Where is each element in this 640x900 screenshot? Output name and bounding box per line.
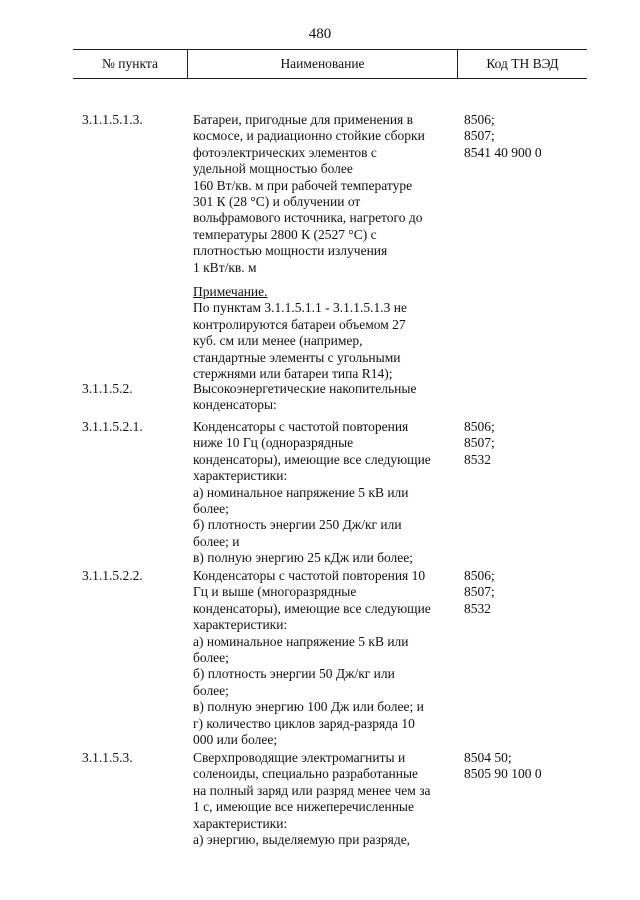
description-line: более; [193, 682, 229, 698]
item-description [193, 381, 460, 414]
description-line: стержнями или батареи типа R14); [193, 366, 393, 382]
item-number: 3.1.1.5.1.3. [82, 112, 143, 127]
table-row [73, 112, 587, 276]
description-line: характеристики: [193, 815, 288, 831]
description-line: конденсаторы: [193, 397, 277, 413]
code-line: 8532 [464, 600, 491, 616]
description-line: 000 или более; [193, 732, 278, 748]
item-number: 3.1.1.5.3. [82, 750, 133, 765]
item-description [193, 112, 460, 276]
description-line: 160 Вт/кв. м при рабочей температуре [193, 177, 413, 193]
description-line: По пунктам 3.1.1.5.1.1 - 3.1.1.5.1.3 не [193, 300, 408, 316]
description-line: б) плотность энергии 250 Дж/кг или [193, 517, 402, 533]
description-line: температуры 2800 К (2527 °С) с [193, 226, 377, 242]
code-line: 8504 50; [464, 750, 512, 765]
code-line: 8507; [464, 435, 495, 451]
code-line: 8506; [464, 419, 495, 434]
description-line: стандартные элементы с угольными [193, 349, 401, 365]
note-title: Примечание. [193, 284, 268, 299]
table-row [73, 381, 587, 414]
classification-table [73, 49, 587, 899]
description-line: в) полную энергию 100 Дж или более; и [193, 699, 424, 715]
description-line: Батареи, пригодные для применения в [193, 112, 414, 127]
description-line: более; [193, 650, 229, 666]
description-line: вольфрамового источника, нагретого до [193, 210, 423, 226]
description-line: в) полную энергию 25 кДж или более; [193, 550, 414, 566]
description-line: куб. см или менее (например, [193, 333, 363, 349]
description-line: Высокоэнергетические накопительные [193, 381, 417, 396]
description-line: а) номинальное напряжение 5 кВ или [193, 484, 409, 500]
item-number: 3.1.1.5.2.1. [82, 419, 143, 434]
tn-ved-code [460, 750, 587, 783]
tn-ved-code [460, 568, 587, 617]
code-line: 8506; [464, 568, 495, 583]
description-line: соленоиды, специально разработанные [193, 766, 419, 782]
description-line: а) энергию, выделяемую при разряде, [193, 832, 411, 848]
description-line: Сверхпроводящие электромагниты и [193, 750, 406, 765]
description-line: характеристики: [193, 468, 288, 484]
item-description [193, 750, 460, 848]
description-line: более; и [193, 533, 240, 549]
description-line: а) номинальное напряжение 5 кВ или [193, 633, 409, 649]
table-row [73, 568, 587, 748]
description-line: контролируются батареи объемом 27 [193, 316, 406, 332]
description-line: конденсаторы), имеющие все следующие [193, 451, 431, 467]
description-line: более; [193, 501, 229, 517]
description-line: б) плотность энергии 50 Дж/кг или [193, 666, 395, 682]
code-line: 8507; [464, 128, 495, 144]
tn-ved-code [460, 419, 587, 468]
table-row [73, 750, 587, 848]
description-line: Конденсаторы с частотой повторения [193, 419, 409, 434]
description-line: на полный заряд или разряд менее чем за [193, 782, 431, 798]
description-line: г) количество циклов заряд-разряда 10 [193, 715, 415, 731]
table-header [73, 49, 587, 79]
description-line: фотоэлектрических элементов с [193, 144, 377, 160]
table-row [73, 284, 587, 382]
header-tn-ved-code: Код ТН ВЭД [486, 56, 559, 71]
code-line: 8506; [464, 112, 495, 127]
description-line: 301 К (28 °С) и облучении от [193, 194, 361, 210]
table-row [73, 419, 587, 567]
description-line: 1 кВт/кв. м [193, 259, 257, 275]
description-line: характеристики: [193, 617, 288, 633]
item-number: 3.1.1.5.2.2. [82, 568, 143, 583]
description-line: удельной мощностью более [193, 161, 353, 177]
header-item-number: № пункта [102, 56, 158, 71]
description-line: 1 с, имеющие все нижеперечисленные [193, 799, 414, 815]
code-line: 8507; [464, 584, 495, 600]
description-line: космосе, и радиационно стойкие сборки [193, 128, 425, 144]
description-line: Гц и выше (многоразрядные [193, 584, 357, 600]
description-line: Конденсаторы с частотой повторения 10 [193, 568, 426, 583]
item-description [193, 568, 460, 748]
description-line: конденсаторы), имеющие все следующие [193, 600, 431, 616]
code-line: 8532 [464, 451, 491, 467]
item-description [193, 284, 460, 382]
tn-ved-code [460, 112, 587, 161]
item-description [193, 419, 460, 567]
table-body [73, 79, 587, 899]
code-line: 8541 40 900 0 [464, 144, 542, 160]
item-number: 3.1.1.5.2. [82, 381, 133, 396]
page-number: 480 [308, 26, 332, 42]
header-name: Наименование [187, 50, 458, 78]
description-line: ниже 10 Гц (одноразрядные [193, 435, 354, 451]
description-line: плотностью мощности излучения [193, 243, 388, 259]
code-line: 8505 90 100 0 [464, 766, 542, 782]
